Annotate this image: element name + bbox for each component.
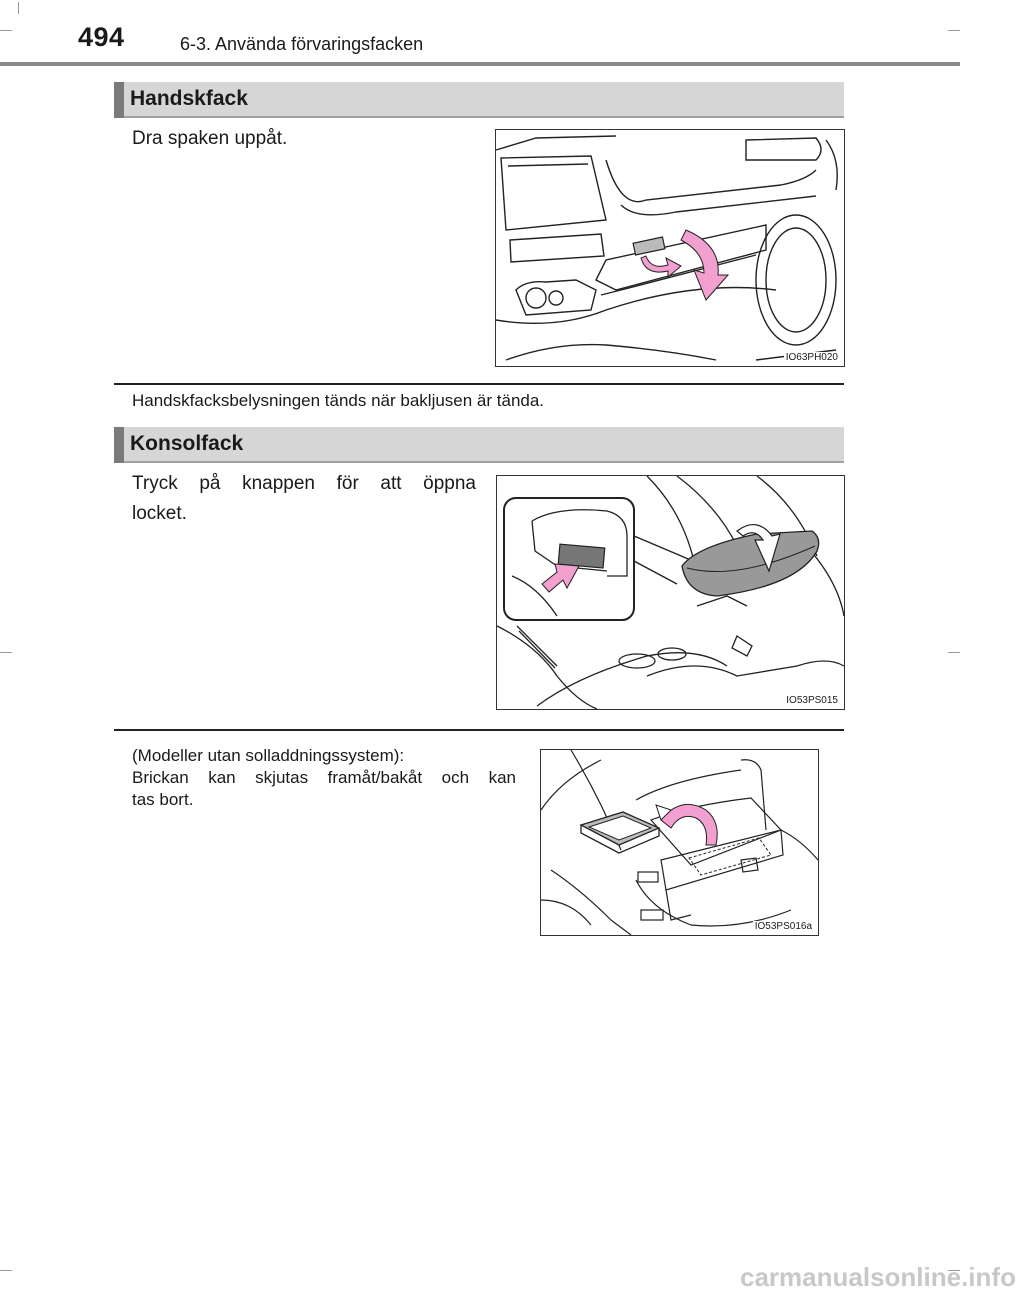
crop-mark xyxy=(0,30,12,31)
tray-drawing xyxy=(541,750,818,935)
instruction-text: Dra spaken uppåt. xyxy=(132,128,288,149)
crop-mark xyxy=(948,30,960,31)
section-tab xyxy=(114,427,124,463)
crop-mark xyxy=(948,652,960,653)
section-tab xyxy=(114,82,124,118)
crop-mark xyxy=(0,1270,12,1271)
section-title: Konsolfack xyxy=(130,432,244,455)
crop-mark xyxy=(0,652,12,653)
console-box-illustration xyxy=(496,475,845,710)
console-drawing xyxy=(497,476,844,709)
divider xyxy=(114,383,844,385)
header-rule xyxy=(0,62,960,66)
figure-label: IO53PS016a xyxy=(754,921,812,932)
instruction-text xyxy=(132,469,476,529)
section-title: Handskfack xyxy=(130,87,248,110)
open-arrow xyxy=(681,230,728,300)
glovebox-illustration xyxy=(495,129,845,367)
note-text: Handskfacksbelysningen tänds när bakljusen är tända. xyxy=(132,391,545,410)
tray-illustration xyxy=(540,749,819,936)
instruction-line: locket. xyxy=(132,503,187,524)
chapter-title: 6-3. Använda förvaringsfacken xyxy=(180,34,424,54)
note-line: Brickan kan skjutas framåt/bakåt och kan xyxy=(132,768,516,787)
divider xyxy=(114,729,844,731)
note-text xyxy=(132,745,516,811)
note-line: tas bort. xyxy=(132,790,194,809)
page-number: 494 xyxy=(78,22,125,52)
glovebox-drawing xyxy=(496,130,844,366)
figure-label: IO53PS015 xyxy=(786,695,838,706)
section-heading-konsolfack xyxy=(114,427,844,463)
note-line: (Modeller utan solladdningssystem): xyxy=(132,746,405,765)
crop-mark xyxy=(18,2,19,14)
figure-label: IO63PH020 xyxy=(785,352,838,363)
section-heading-handskfack xyxy=(114,82,844,118)
instruction-line: Tryck på knappen för att öppna xyxy=(132,473,476,494)
watermark: carmanualsonline.info xyxy=(740,1262,1016,1292)
